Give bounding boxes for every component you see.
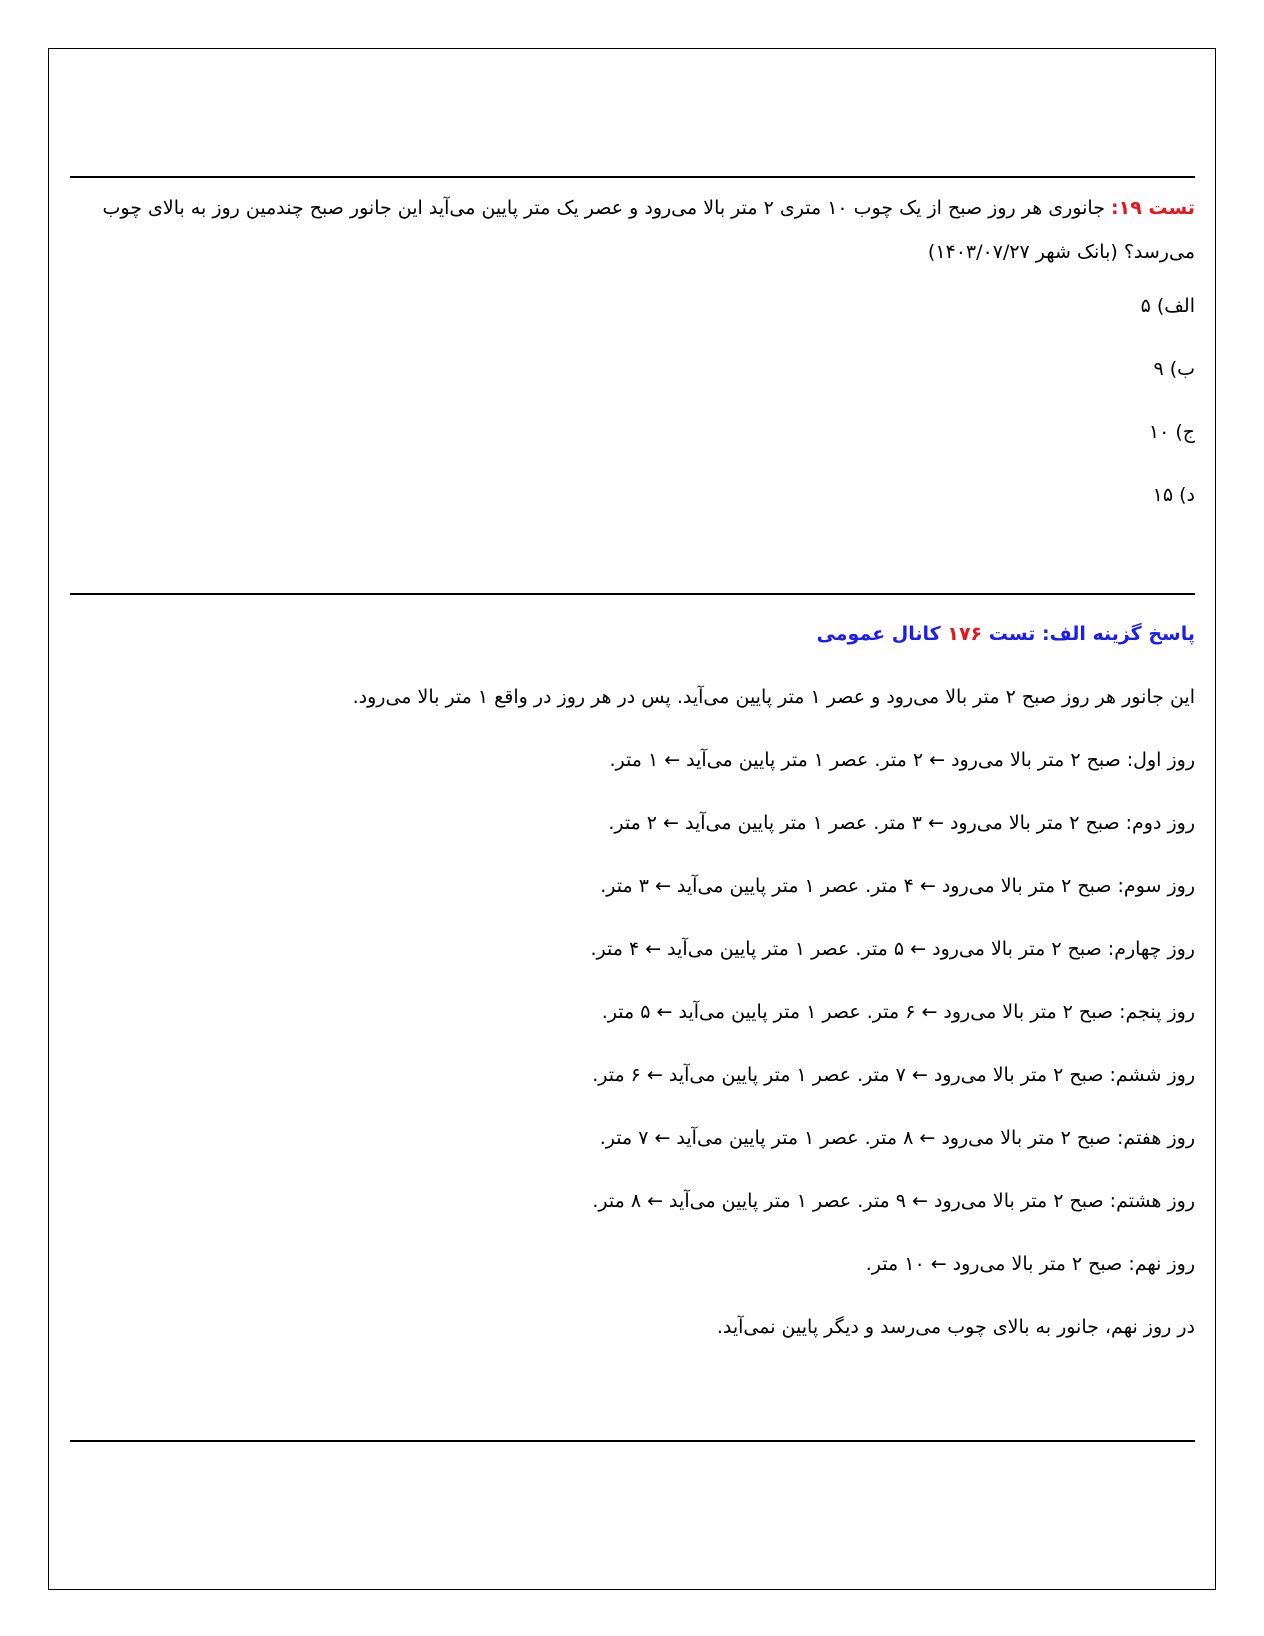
day-3: روز سوم: صبح ۲ متر بالا می‌رود ← ۴ متر. عصر ۱ متر پایین می‌آید ← ۳ متر. xyxy=(600,875,1195,897)
question-body: جانوری هر روز صبح از یک چوب ۱۰ متری ۲ متر بالا می‌رود و عصر یک متر پایین می‌آید این جانور صبح چندمین روز به بالای چوب می‌رسد؟ (بانک شهر ۱۴۰۳/۰۷/۲۷) xyxy=(102,197,1195,263)
option-b: ب) ۹ xyxy=(1153,358,1195,380)
top-divider xyxy=(70,176,1195,178)
day-8: روز هشتم: صبح ۲ متر بالا می‌رود ← ۹ متر. عصر ۱ متر پایین می‌آید ← ۸ متر. xyxy=(592,1190,1195,1212)
answer-intro: این جانور هر روز صبح ۲ متر بالا می‌رود و عصر ۱ متر پایین می‌آید. پس در هر روز در واقع ۱ متر بالا می‌رود. xyxy=(352,686,1195,708)
question-text xyxy=(70,186,1195,274)
day-5: روز پنجم: صبح ۲ متر بالا می‌رود ← ۶ متر. عصر ۱ متر پایین می‌آید ← ۵ متر. xyxy=(601,1001,1195,1023)
answer-conclusion: در روز نهم، جانور به بالای چوب می‌رسد و دیگر پایین نمی‌آید. xyxy=(716,1316,1195,1338)
answer-header-suffix: کانال عمومی xyxy=(816,623,948,645)
bottom-divider xyxy=(70,1440,1195,1442)
answer-header-prefix: پاسخ گزینه الف: تست xyxy=(982,623,1195,645)
day-9: روز نهم: صبح ۲ متر بالا می‌رود ← ۱۰ متر. xyxy=(865,1253,1195,1275)
question-label: تست ۱۹: xyxy=(1110,197,1195,219)
day-2: روز دوم: صبح ۲ متر بالا می‌رود ← ۳ متر. عصر ۱ متر پایین می‌آید ← ۲ متر. xyxy=(608,812,1195,834)
day-7: روز هفتم: صبح ۲ متر بالا می‌رود ← ۸ متر. عصر ۱ متر پایین می‌آید ← ۷ متر. xyxy=(599,1127,1195,1149)
option-c: ج) ۱۰ xyxy=(1148,421,1195,443)
middle-divider xyxy=(70,593,1195,595)
day-6: روز ششم: صبح ۲ متر بالا می‌رود ← ۷ متر. عصر ۱ متر پایین می‌آید ← ۶ متر. xyxy=(592,1064,1195,1086)
answer-header-number: ۱۷۶ xyxy=(947,623,983,645)
option-a: الف) ۵ xyxy=(1140,295,1195,317)
answer-block xyxy=(70,620,1195,1342)
option-d: د) ۱۵ xyxy=(1152,484,1195,506)
answer-header xyxy=(70,620,1195,649)
day-4: روز چهارم: صبح ۲ متر بالا می‌رود ← ۵ متر. عصر ۱ متر پایین می‌آید ← ۴ متر. xyxy=(590,938,1195,960)
question-block xyxy=(70,186,1195,510)
day-1: روز اول: صبح ۲ متر بالا می‌رود ← ۲ متر. عصر ۱ متر پایین می‌آید ← ۱ متر. xyxy=(609,749,1195,771)
